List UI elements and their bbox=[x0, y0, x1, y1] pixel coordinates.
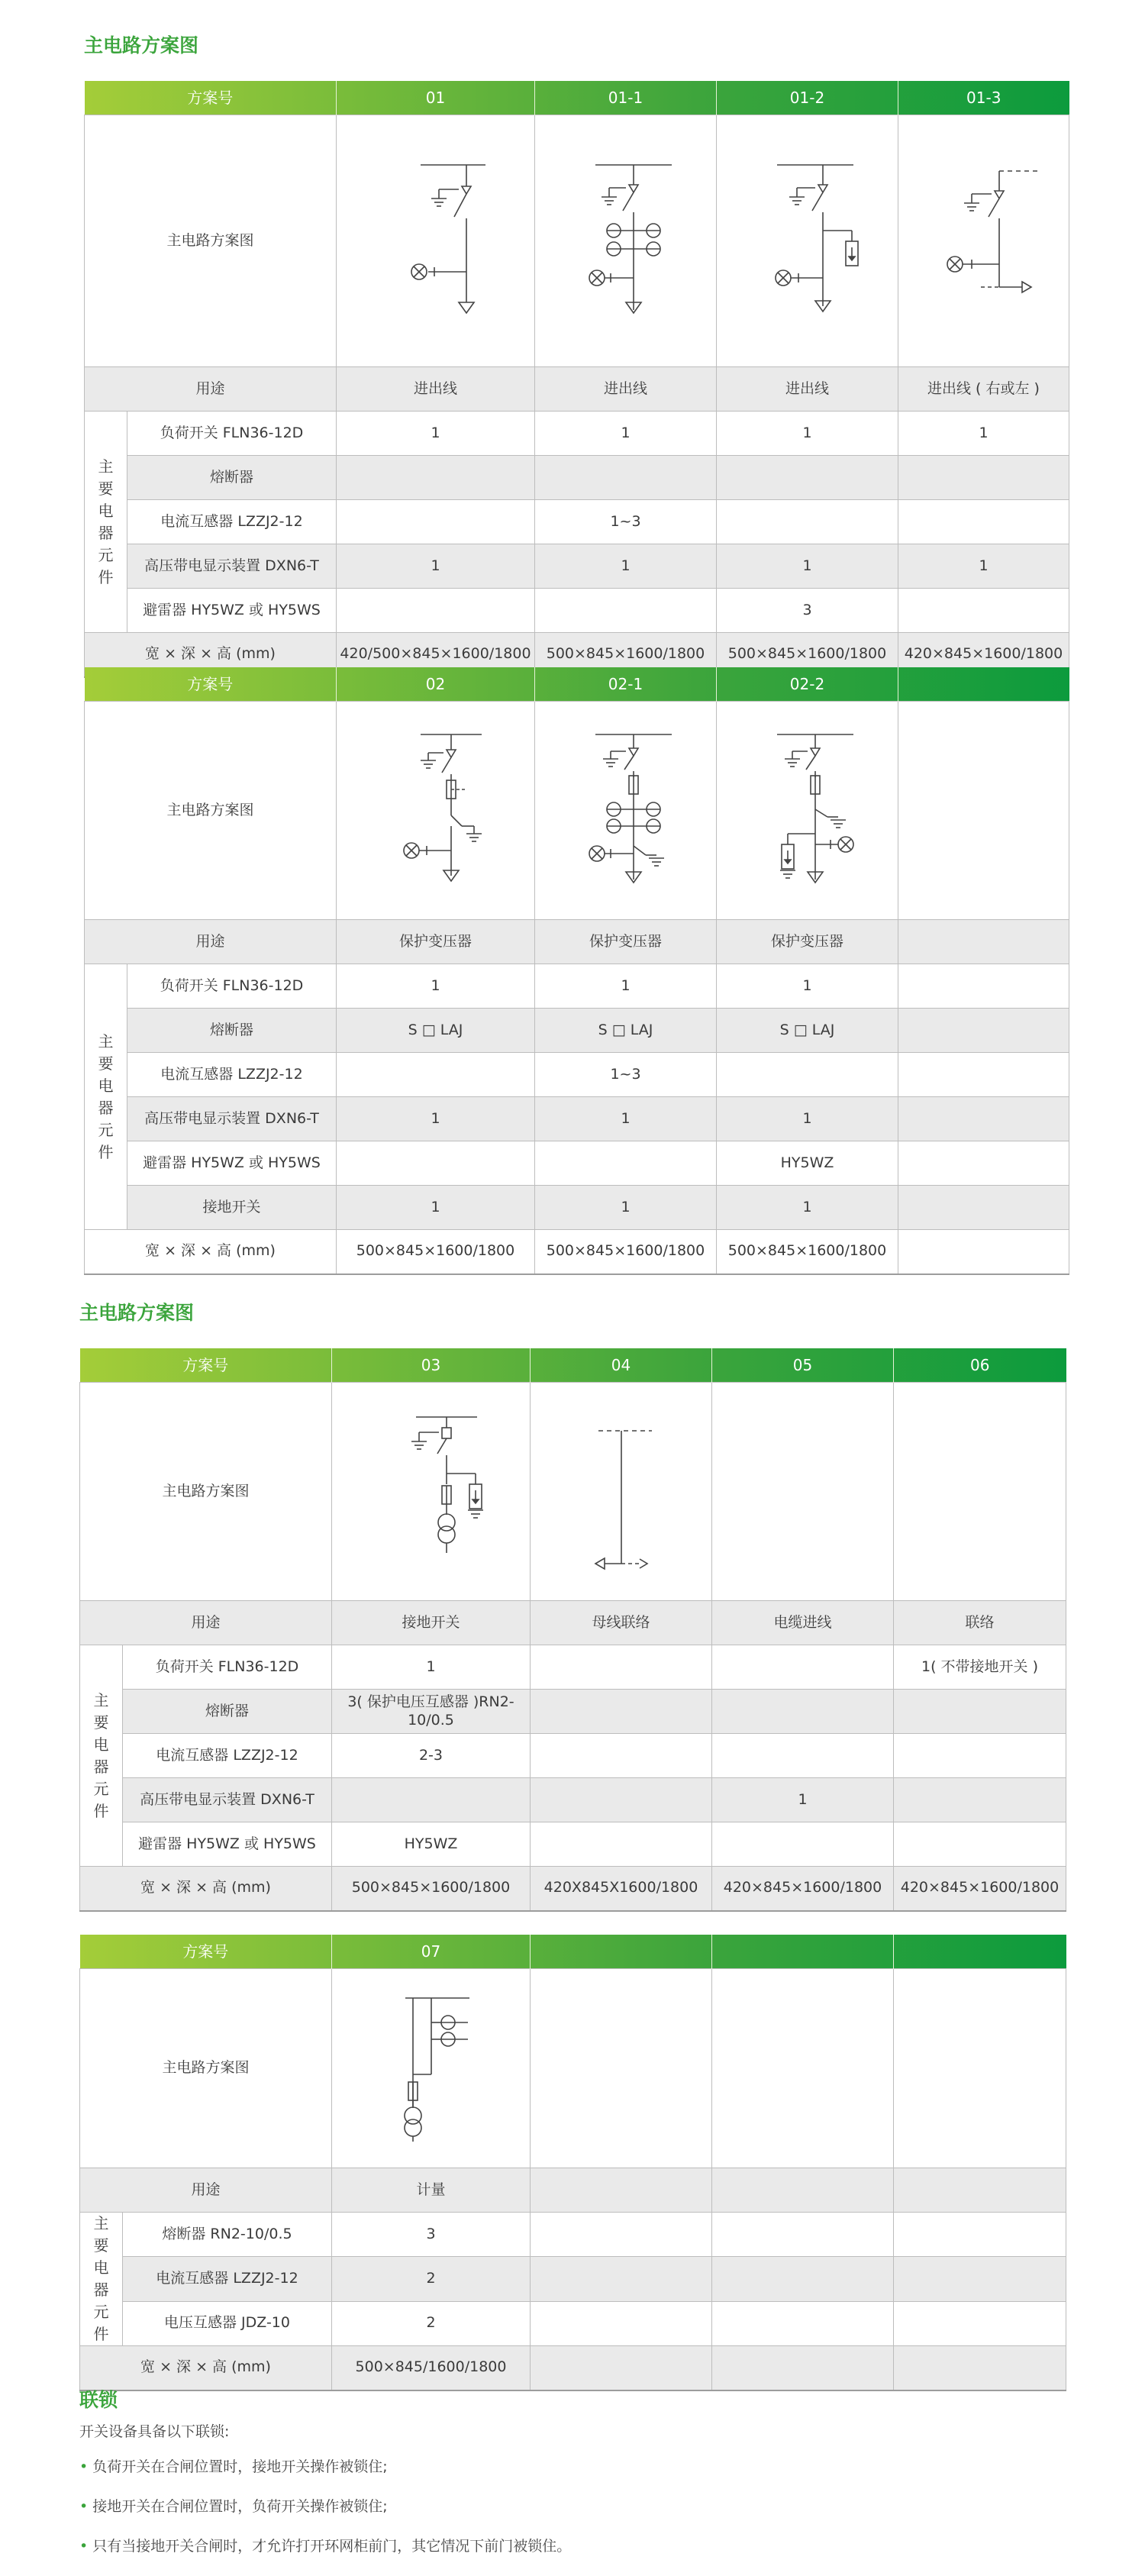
component-value bbox=[717, 500, 898, 544]
usage-label: 用途 bbox=[80, 1601, 332, 1645]
component-value: 1 bbox=[717, 1097, 898, 1141]
component-value: 2 bbox=[332, 2257, 531, 2301]
component-value: 1 bbox=[337, 412, 535, 456]
column-header: 05 bbox=[712, 1348, 894, 1383]
dims-value: 500×845×1600/1800 bbox=[332, 1867, 531, 1911]
circuit-diagram bbox=[337, 702, 535, 920]
component-name: 电流互感器 LZZJ2-12 bbox=[127, 500, 337, 544]
component-value: 1 bbox=[898, 412, 1069, 456]
component-value: 2 bbox=[332, 2301, 531, 2345]
circuit-diagram bbox=[717, 115, 898, 367]
column-header: 07 bbox=[332, 1935, 531, 1969]
dims-value: 500×845×1600/1800 bbox=[717, 1230, 898, 1274]
component-value bbox=[712, 2257, 894, 2301]
component-name: 接地开关 bbox=[127, 1186, 337, 1230]
usage-cell: 保护变压器 bbox=[717, 920, 898, 964]
usage-cell: 进出线 bbox=[337, 367, 535, 412]
component-value: 1 bbox=[332, 1645, 531, 1690]
dims-value: 500×845×1600/1800 bbox=[535, 1230, 717, 1274]
component-name: 电压互感器 JDZ-10 bbox=[123, 2301, 332, 2345]
usage-label: 用途 bbox=[80, 2168, 332, 2213]
usage-cell bbox=[531, 2168, 712, 2213]
dims-value: 500×845/1600/1800 bbox=[332, 2346, 531, 2390]
diagram-label: 主电路方案图 bbox=[80, 1383, 332, 1601]
component-value bbox=[535, 589, 717, 633]
column-header: 02 bbox=[337, 667, 535, 702]
bullet-icon: • bbox=[79, 2458, 89, 2475]
scheme-no-label: 方案号 bbox=[80, 1348, 332, 1383]
component-name: 高压带电显示装置 DXN6-T bbox=[127, 544, 337, 589]
circuit-diagram bbox=[898, 115, 1069, 367]
column-header bbox=[898, 667, 1069, 702]
scheme-table-3 bbox=[79, 1348, 1066, 1912]
circuit-diagram bbox=[535, 702, 717, 920]
column-header: 01 bbox=[337, 81, 535, 115]
component-value: 1 bbox=[717, 1186, 898, 1230]
column-header: 04 bbox=[531, 1348, 712, 1383]
interlock-intro: 开关设备具备以下联锁: bbox=[79, 2423, 230, 2440]
circuit-diagram bbox=[531, 1383, 712, 1601]
usage-cell bbox=[894, 2168, 1066, 2213]
component-value: 1 bbox=[535, 544, 717, 589]
dims-value: 500×845×1600/1800 bbox=[535, 633, 717, 677]
dims-label: 宽 × 深 × 高 (mm) bbox=[85, 633, 337, 677]
dims-label: 宽 × 深 × 高 (mm) bbox=[85, 1230, 337, 1274]
dims-value: 420X845X1600/1800 bbox=[531, 1867, 712, 1911]
column-header: 01-3 bbox=[966, 88, 1001, 107]
component-value: 1 bbox=[717, 412, 898, 456]
column-header: 03 bbox=[332, 1348, 531, 1383]
interlock-title: 联锁 bbox=[79, 2389, 118, 2411]
column-header: 06 bbox=[970, 1355, 990, 1374]
section-title: 主电路方案图 bbox=[79, 1302, 195, 1324]
component-value: 1 bbox=[712, 1778, 894, 1822]
scheme-no-label: 方案号 bbox=[85, 667, 337, 702]
component-value bbox=[712, 1822, 894, 1867]
component-value: S □ LAJ bbox=[717, 1009, 898, 1053]
component-group-label: 主 要 电 器 元 件 bbox=[85, 964, 127, 1230]
component-value bbox=[712, 2213, 894, 2257]
component-value: HY5WZ bbox=[332, 1822, 531, 1867]
component-value bbox=[894, 2213, 1066, 2257]
diagram-label: 主电路方案图 bbox=[80, 1969, 332, 2168]
interlock-list bbox=[79, 2457, 571, 2576]
component-value bbox=[898, 964, 1069, 1009]
circuit-diagram bbox=[531, 1969, 712, 2168]
usage-cell: 进出线 bbox=[535, 367, 717, 412]
dims-value: 420×845×1600/1800 bbox=[712, 1867, 894, 1911]
component-value: 3 bbox=[332, 2213, 531, 2257]
component-value bbox=[894, 2301, 1066, 2345]
component-value bbox=[535, 1141, 717, 1186]
component-value: 1( 不带接地开关 ) bbox=[894, 1645, 1066, 1690]
component-name: 负荷开关 FLN36-12D bbox=[127, 412, 337, 456]
component-value bbox=[898, 1097, 1069, 1141]
component-value bbox=[337, 589, 535, 633]
column-header: 02-2 bbox=[717, 667, 898, 702]
bullet-icon: • bbox=[79, 2538, 89, 2555]
component-value bbox=[712, 1645, 894, 1690]
section-title: 主电路方案图 bbox=[84, 34, 199, 56]
component-value bbox=[337, 1053, 535, 1097]
component-value bbox=[894, 1690, 1066, 1734]
component-value: 1~3 bbox=[535, 1053, 717, 1097]
column-header: 01-2 bbox=[717, 81, 898, 115]
component-value: S □ LAJ bbox=[535, 1009, 717, 1053]
component-value bbox=[898, 456, 1069, 500]
list-item: • 负荷开关在合闸位置时，接地开关操作被锁住; bbox=[79, 2458, 388, 2475]
diagram-label: 主电路方案图 bbox=[85, 115, 337, 367]
usage-cell: 计量 bbox=[332, 2168, 531, 2213]
table-header-row bbox=[85, 81, 1069, 115]
component-name: 熔断器 RN2-10/0.5 bbox=[123, 2213, 332, 2257]
column-header bbox=[894, 1935, 1066, 1969]
usage-cell: 保护变压器 bbox=[337, 920, 535, 964]
circuit-diagram bbox=[332, 1383, 531, 1601]
component-value bbox=[531, 1645, 712, 1690]
list-item: • 接地开关在合闸位置时，负荷开关操作被锁住; bbox=[79, 2498, 388, 2515]
component-value: 1 bbox=[535, 1186, 717, 1230]
component-value: 1 bbox=[535, 1097, 717, 1141]
dims-value bbox=[894, 2346, 1066, 2390]
scheme-table-2 bbox=[84, 667, 1069, 1275]
component-value: 1 bbox=[717, 964, 898, 1009]
usage-label: 用途 bbox=[85, 920, 337, 964]
component-value bbox=[337, 456, 535, 500]
circuit-diagram bbox=[717, 702, 898, 920]
dims-value: 420×845×1600/1800 bbox=[898, 633, 1069, 677]
column-header: 01-1 bbox=[535, 81, 717, 115]
component-value bbox=[898, 1186, 1069, 1230]
component-name: 高压带电显示装置 DXN6-T bbox=[127, 1097, 337, 1141]
table-header-row bbox=[80, 1348, 1066, 1383]
component-value: 1 bbox=[337, 964, 535, 1009]
scheme-no-label: 方案号 bbox=[85, 81, 337, 115]
component-value: HY5WZ bbox=[717, 1141, 898, 1186]
component-name: 电流互感器 LZZJ2-12 bbox=[123, 1734, 332, 1778]
component-value: 1 bbox=[898, 544, 1069, 589]
component-value bbox=[898, 500, 1069, 544]
component-value bbox=[531, 2301, 712, 2345]
component-value bbox=[894, 2257, 1066, 2301]
component-value bbox=[898, 589, 1069, 633]
scheme-table-4 bbox=[79, 1935, 1066, 2391]
component-value: 2-3 bbox=[332, 1734, 531, 1778]
component-value: 1 bbox=[337, 1097, 535, 1141]
column-header bbox=[531, 1935, 712, 1969]
component-name: 高压带电显示装置 DXN6-T bbox=[123, 1778, 332, 1822]
component-name: 避雷器 HY5WZ 或 HY5WS bbox=[127, 1141, 337, 1186]
component-group-label: 主 要 电 器 元 件 bbox=[80, 1645, 123, 1867]
component-name: 负荷开关 FLN36-12D bbox=[127, 964, 337, 1009]
component-value bbox=[894, 1822, 1066, 1867]
dims-label: 宽 × 深 × 高 (mm) bbox=[80, 1867, 332, 1911]
component-name: 电流互感器 LZZJ2-12 bbox=[123, 2257, 332, 2301]
table-header-row bbox=[85, 667, 1069, 702]
component-value bbox=[717, 456, 898, 500]
component-value: 1 bbox=[337, 1186, 535, 1230]
column-header: 02-1 bbox=[535, 667, 717, 702]
component-value bbox=[337, 1141, 535, 1186]
list-item: • 只有当接地开关合闸时，才允许打开环网柜前门，其它情况下前门被锁住。 bbox=[79, 2538, 572, 2555]
component-name: 熔断器 bbox=[123, 1690, 332, 1734]
usage-cell bbox=[898, 920, 1069, 964]
component-value bbox=[894, 1734, 1066, 1778]
usage-cell: 接地开关 bbox=[332, 1601, 531, 1645]
component-value: 1~3 bbox=[535, 500, 717, 544]
component-value bbox=[332, 1778, 531, 1822]
dims-label: 宽 × 深 × 高 (mm) bbox=[80, 2346, 332, 2390]
circuit-diagram bbox=[894, 1383, 1066, 1601]
component-value bbox=[717, 1053, 898, 1097]
component-value bbox=[712, 2301, 894, 2345]
component-value: 3( 保护电压互感器 )RN2-10/0.5 bbox=[332, 1690, 531, 1734]
usage-cell: 母线联络 bbox=[531, 1601, 712, 1645]
component-group-label: 主 要 电 器 元 件 bbox=[80, 2213, 123, 2346]
circuit-diagram bbox=[712, 1969, 894, 2168]
usage-cell: 进出线 bbox=[717, 367, 898, 412]
component-name: 避雷器 HY5WZ 或 HY5WS bbox=[123, 1822, 332, 1867]
usage-cell: 保护变压器 bbox=[535, 920, 717, 964]
usage-cell: 进出线 ( 右或左 ) bbox=[898, 367, 1069, 412]
component-name: 避雷器 HY5WZ 或 HY5WS bbox=[127, 589, 337, 633]
component-value bbox=[531, 1778, 712, 1822]
component-value: 3 bbox=[717, 589, 898, 633]
component-value: 1 bbox=[535, 964, 717, 1009]
scheme-no-label: 方案号 bbox=[80, 1935, 332, 1969]
dims-value: 420/500×845×1600/1800 bbox=[337, 633, 535, 677]
usage-label: 用途 bbox=[85, 367, 337, 412]
component-value bbox=[898, 1053, 1069, 1097]
component-value bbox=[337, 500, 535, 544]
component-value bbox=[712, 1734, 894, 1778]
component-value: 1 bbox=[717, 544, 898, 589]
dims-value bbox=[531, 2346, 712, 2390]
component-group-label: 主 要 电 器 元 件 bbox=[85, 412, 127, 633]
component-value: S □ LAJ bbox=[337, 1009, 535, 1053]
circuit-diagram bbox=[535, 115, 717, 367]
component-value bbox=[531, 2213, 712, 2257]
component-name: 熔断器 bbox=[127, 456, 337, 500]
circuit-diagram bbox=[337, 115, 535, 367]
component-value bbox=[531, 1734, 712, 1778]
diagram-label: 主电路方案图 bbox=[85, 702, 337, 920]
bullet-icon: • bbox=[79, 2498, 89, 2515]
component-name: 负荷开关 FLN36-12D bbox=[123, 1645, 332, 1690]
component-value bbox=[531, 2257, 712, 2301]
circuit-diagram bbox=[894, 1969, 1066, 2168]
component-value bbox=[712, 1690, 894, 1734]
component-value bbox=[531, 1822, 712, 1867]
component-value bbox=[894, 1778, 1066, 1822]
usage-cell bbox=[712, 2168, 894, 2213]
table-header-row bbox=[80, 1935, 1066, 1969]
component-name: 电流互感器 LZZJ2-12 bbox=[127, 1053, 337, 1097]
usage-cell: 联络 bbox=[894, 1601, 1066, 1645]
circuit-diagram bbox=[712, 1383, 894, 1601]
component-name: 熔断器 bbox=[127, 1009, 337, 1053]
dims-value bbox=[898, 1230, 1069, 1274]
component-value: 1 bbox=[337, 544, 535, 589]
column-header bbox=[712, 1935, 894, 1969]
component-value bbox=[898, 1141, 1069, 1186]
component-value bbox=[898, 1009, 1069, 1053]
component-value bbox=[535, 456, 717, 500]
dims-value: 500×845×1600/1800 bbox=[337, 1230, 535, 1274]
dims-value: 500×845×1600/1800 bbox=[717, 633, 898, 677]
component-value: 1 bbox=[535, 412, 717, 456]
circuit-diagram bbox=[332, 1969, 531, 2168]
dims-value bbox=[712, 2346, 894, 2390]
usage-cell: 电缆进线 bbox=[712, 1601, 894, 1645]
circuit-diagram bbox=[898, 702, 1069, 920]
scheme-table-1 bbox=[84, 81, 1069, 678]
dims-value: 420×845×1600/1800 bbox=[894, 1867, 1066, 1911]
component-value bbox=[531, 1690, 712, 1734]
